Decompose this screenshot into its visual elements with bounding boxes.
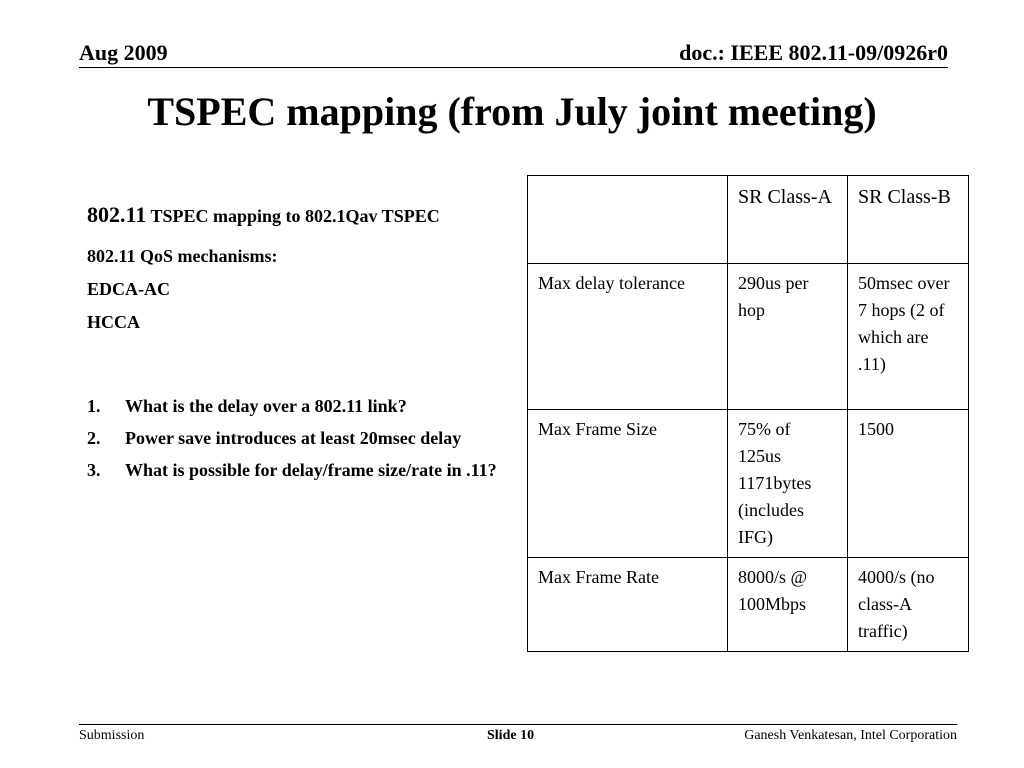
table-cell: Max Frame Rate <box>528 558 728 652</box>
table-header-cell <box>528 176 728 264</box>
table-header-cell: SR Class-A <box>728 176 848 264</box>
footer-author: Ganesh Venkatesan, Intel Corporation <box>744 728 957 743</box>
mapping-heading-big: 802.11 <box>87 202 147 227</box>
question-item <box>87 457 497 483</box>
header-divider <box>79 67 948 68</box>
mechanism-item: HCCA <box>87 312 140 332</box>
table-header-row <box>528 176 969 264</box>
question-text: What is possible for delay/frame size/rate in .11? <box>125 460 497 480</box>
question-item <box>87 393 497 419</box>
header-date: Aug 2009 <box>79 40 168 65</box>
left-text-column <box>87 202 497 489</box>
footer-slide-number: Slide 10 <box>487 728 535 743</box>
table-row <box>528 264 969 410</box>
mapping-heading-rest: TSPEC mapping to 802.1Qav TSPEC <box>146 206 440 226</box>
footer-submission: Submission <box>79 728 145 743</box>
table-cell: 50msec over 7 hops (2 of which are .11) <box>848 264 969 410</box>
question-text: Power save introduces at least 20msec delay <box>125 428 462 448</box>
slide-title: TSPEC mapping (from July joint meeting) <box>147 89 877 134</box>
table-header-cell: SR Class-B <box>848 176 969 264</box>
table-cell: Max Frame Size <box>528 410 728 558</box>
table-cell: 4000/s (no class-A traffic) <box>848 558 969 652</box>
table-cell: 1500 <box>848 410 969 558</box>
question-number: 3. <box>87 460 101 480</box>
table-cell: 290us per hop <box>728 264 848 410</box>
question-item <box>87 425 497 451</box>
header-doc-id: doc.: IEEE 802.11-09/0926r0 <box>679 40 948 65</box>
table-row <box>528 410 969 558</box>
tspec-comparison-table <box>527 175 969 652</box>
table-row <box>528 558 969 652</box>
footer-divider <box>79 724 957 725</box>
question-text: What is the delay over a 802.11 link? <box>125 396 407 416</box>
question-number: 1. <box>87 396 101 416</box>
mechanism-item: EDCA-AC <box>87 279 170 299</box>
table-cell: Max delay tolerance <box>528 264 728 410</box>
mapping-heading <box>87 202 497 229</box>
table-cell: 8000/s @ 100Mbps <box>728 558 848 652</box>
question-list <box>87 393 497 483</box>
question-number: 2. <box>87 428 101 448</box>
table-cell: 75% of 125us 1171bytes (includes IFG) <box>728 410 848 558</box>
qos-heading: 802.11 QoS mechanisms: <box>87 246 278 266</box>
